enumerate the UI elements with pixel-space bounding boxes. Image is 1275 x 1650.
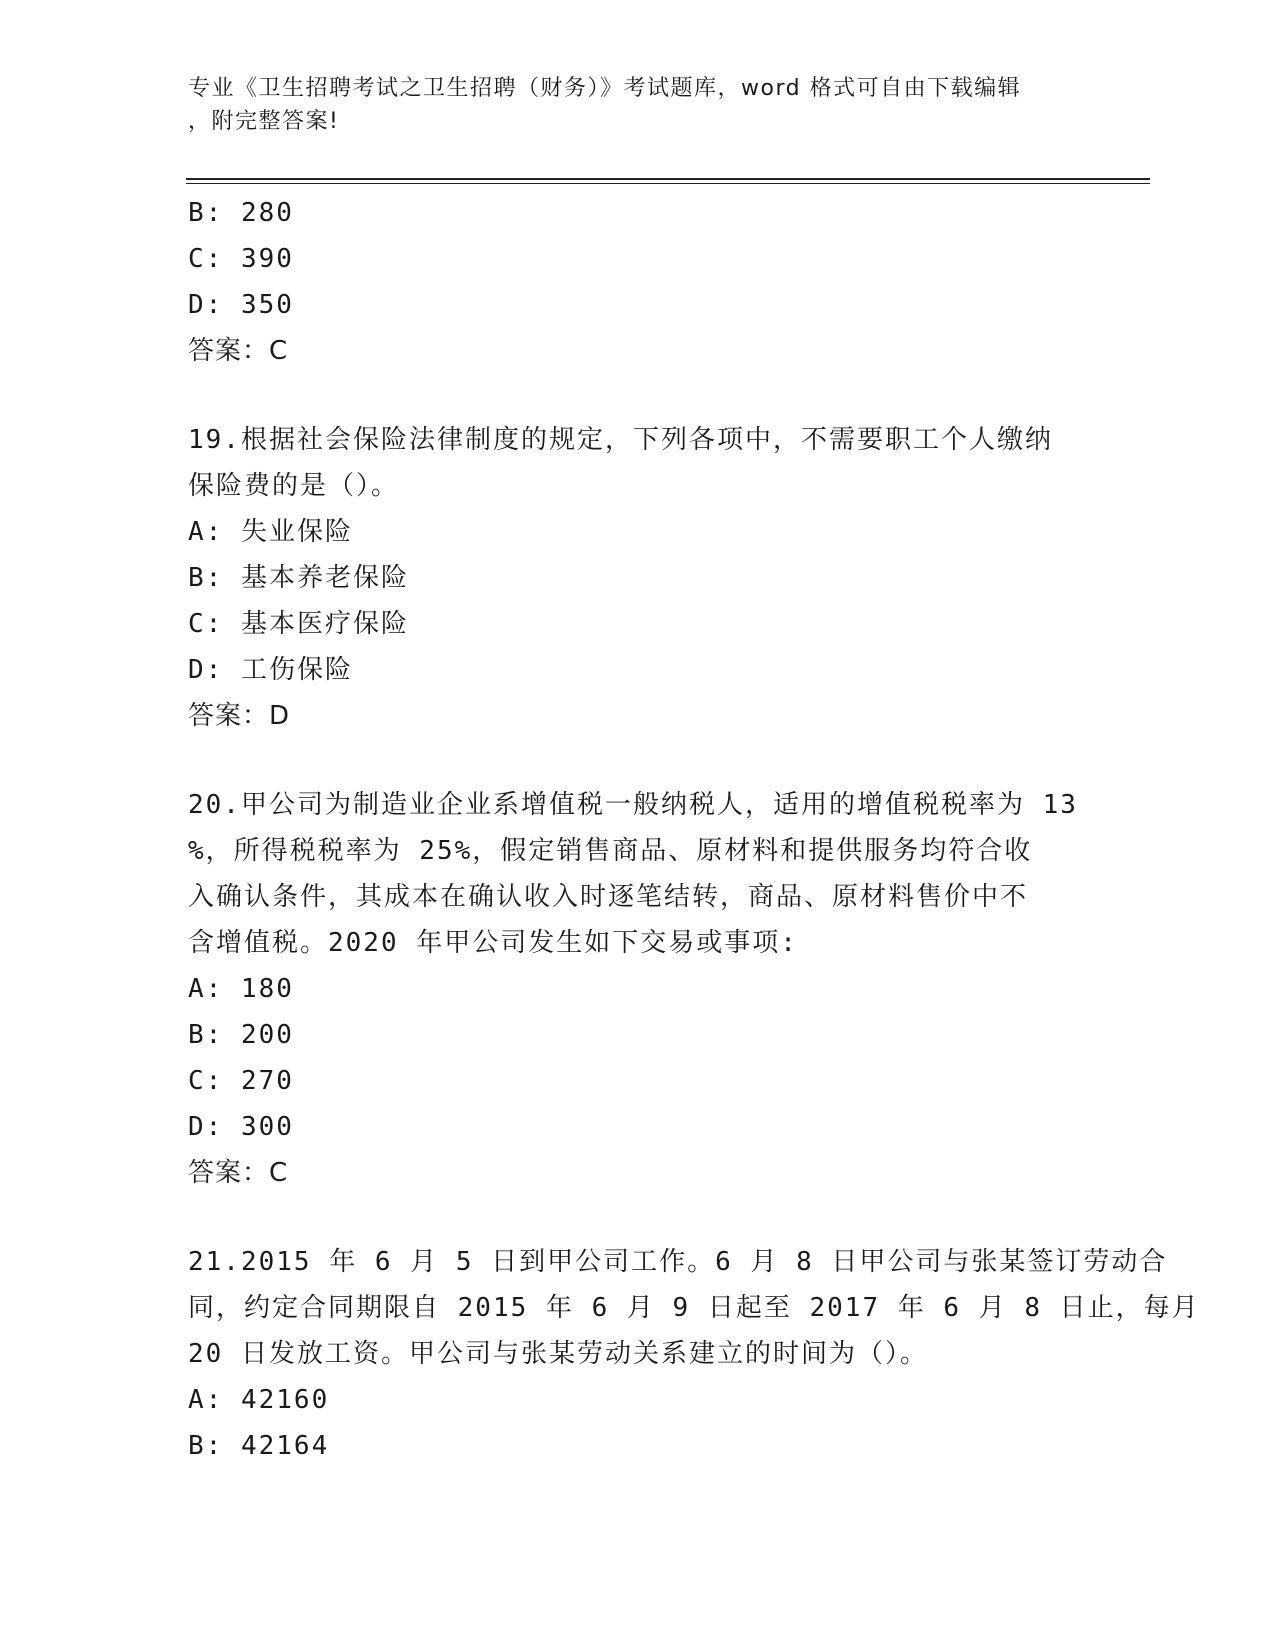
question-text-line: 20.甲公司为制造业企业系增值税一般纳税人，适用的增值税税率为 13	[188, 790, 1078, 820]
question-text-line: 含增值税。2020 年甲公司发生如下交易或事项:	[188, 928, 798, 958]
header-divider-thin	[186, 183, 1150, 184]
option-d: D: 工伤保险	[188, 655, 353, 685]
option-a: A: 42160	[188, 1385, 330, 1415]
question-21	[188, 1239, 1200, 1469]
question-content	[188, 190, 1200, 1469]
option-c: C: 270	[188, 1066, 294, 1096]
question-20	[188, 782, 1088, 1196]
question-text-line: 19.根据社会保险法律制度的规定，下列各项中，不需要职工个人缴纳	[188, 425, 1053, 455]
option-a: A: 180	[188, 974, 294, 1004]
question-text-line: 入确认条件，其成本在确认收入时逐笔结转，商品、原材料售价中不	[188, 882, 1029, 912]
option-b: B: 42164	[188, 1431, 330, 1461]
answer: 答案：D	[188, 701, 291, 731]
prev-question	[188, 190, 1088, 374]
option-d: D: 350	[188, 290, 294, 320]
answer: 答案：C	[188, 1158, 289, 1188]
option-c: C: 基本医疗保险	[188, 609, 409, 639]
question-19	[188, 417, 1088, 739]
question-text-line: 20 日发放工资。甲公司与张某劳动关系建立的时间为（）。	[188, 1339, 928, 1369]
option-b: B: 200	[188, 1020, 294, 1050]
header-line-1: 专业《卫生招聘考试之卫生招聘（财务）》考试题库，word 格式可自由下载编辑	[188, 76, 1022, 101]
option-c: C: 390	[188, 244, 294, 274]
option-b: B: 280	[188, 198, 294, 228]
option-b: B: 基本养老保险	[188, 563, 409, 593]
question-text-line: 21.2015 年 6 月 5 日到甲公司工作。6 月 8 日甲公司与张某签订劳动合	[188, 1247, 1168, 1277]
question-text-line: %，所得税税率为 25%，假定销售商品、原材料和提供服务均符合收	[188, 836, 1033, 866]
header-divider-thick	[186, 178, 1150, 180]
question-text-line: 保险费的是（）。	[188, 471, 400, 501]
answer: 答案：C	[188, 336, 289, 366]
document-header	[188, 72, 1068, 138]
option-d: D: 300	[188, 1112, 294, 1142]
option-a: A: 失业保险	[188, 517, 353, 547]
header-line-2: ，附完整答案!	[188, 109, 340, 134]
question-text-line: 同，约定合同期限自 2015 年 6 月 9 日起至 2017 年 6 月 8 日止，每月	[188, 1293, 1200, 1323]
